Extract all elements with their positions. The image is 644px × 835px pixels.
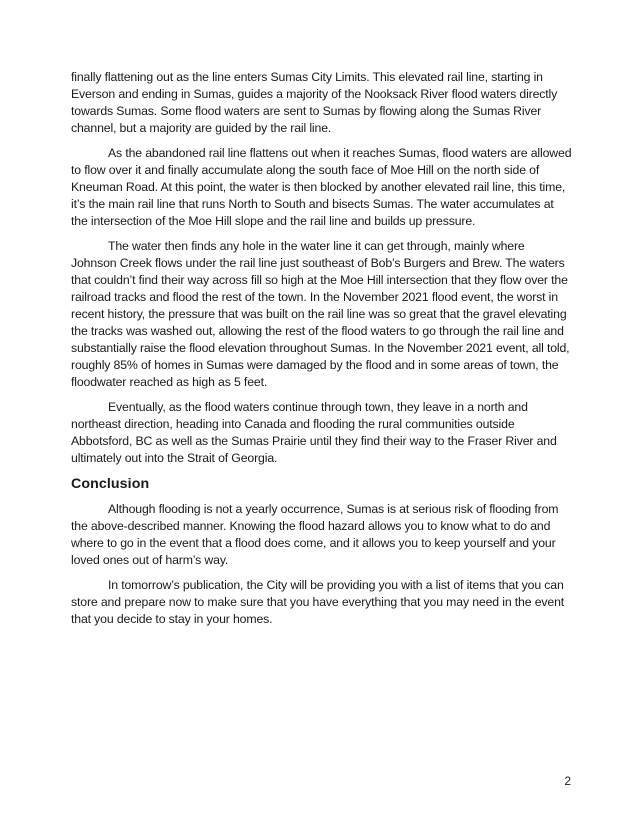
section-heading-conclusion: Conclusion	[71, 476, 150, 492]
paragraph-abandoned-rail-line: As the abandoned rail line flattens out when it reaches Sumas, flood waters are allowed to flow over it and finally accumulate along the south face of Moe Hill on the north side of Kneuman Road. At this point, the water is then blocked by another elevated rail line, this time, it’s the main rail line that runs North to South and bisects Sumas. The water accumulates at the intersection of the Moe Hill slope and the rail line and builds up pressure.	[71, 146, 572, 228]
page-number: 2	[564, 774, 571, 788]
paragraph-flood-exit: Eventually, as the flood waters continue through town, they leave in a north and northeast direction, heading into Canada and flooding the rural communities outside Abbotsford, BC as well as the Sumas Prairie until they find their way to the Fraser River and ultimately out into the Strait of Georgia.	[71, 400, 557, 465]
page-content	[71, 69, 573, 636]
paragraph-rail-line-continuation: finally flattening out as the line enters Sumas City Limits. This elevated rail line, starting in Everson and ending in Sumas, guides a majority of the Nooksack River flood waters directly towards Sumas. Some flood waters are sent to Sumas by flowing along the Sumas River channel, but a majority are guided by the rail line.	[71, 70, 558, 135]
paragraph-conclusion-next-publication: In tomorrow’s publication, the City will be providing you with a list of items that you can store and prepare now to make sure that you have everything that you may need in the event that you decide to stay in your homes.	[71, 578, 565, 626]
paragraph-conclusion-risk: Although flooding is not a yearly occurrence, Sumas is at serious risk of flooding from the above-described manner. Knowing the flood hazard allows you to know what to do and where to go in the event that a flood does come, and it allows you to keep yourself and your loved ones out of harm’s way.	[71, 502, 559, 567]
paragraph-water-breakthrough: The water then finds any hole in the water line it can get through, mainly where Johnson Creek flows under the rail line just southeast of Bob’s Burgers and Brew. The waters that couldn’t find their way across fill so high at the Moe Hill intersection that they flow over the railroad tracks and flood the rest of the town. In the November 2021 flood event, the worst in recent history, the pressure that was built on the rail line was so great that the gravel elevating the tracks was washed out, allowing the rest of the flood waters to go through the rail line and substantially raise the flood elevation throughout Sumas. In the November 2021 event, all told, roughly 85% of homes in Sumas were damaged by the flood and in some areas of town, the floodwater reached as high as 5 feet.	[71, 239, 570, 389]
